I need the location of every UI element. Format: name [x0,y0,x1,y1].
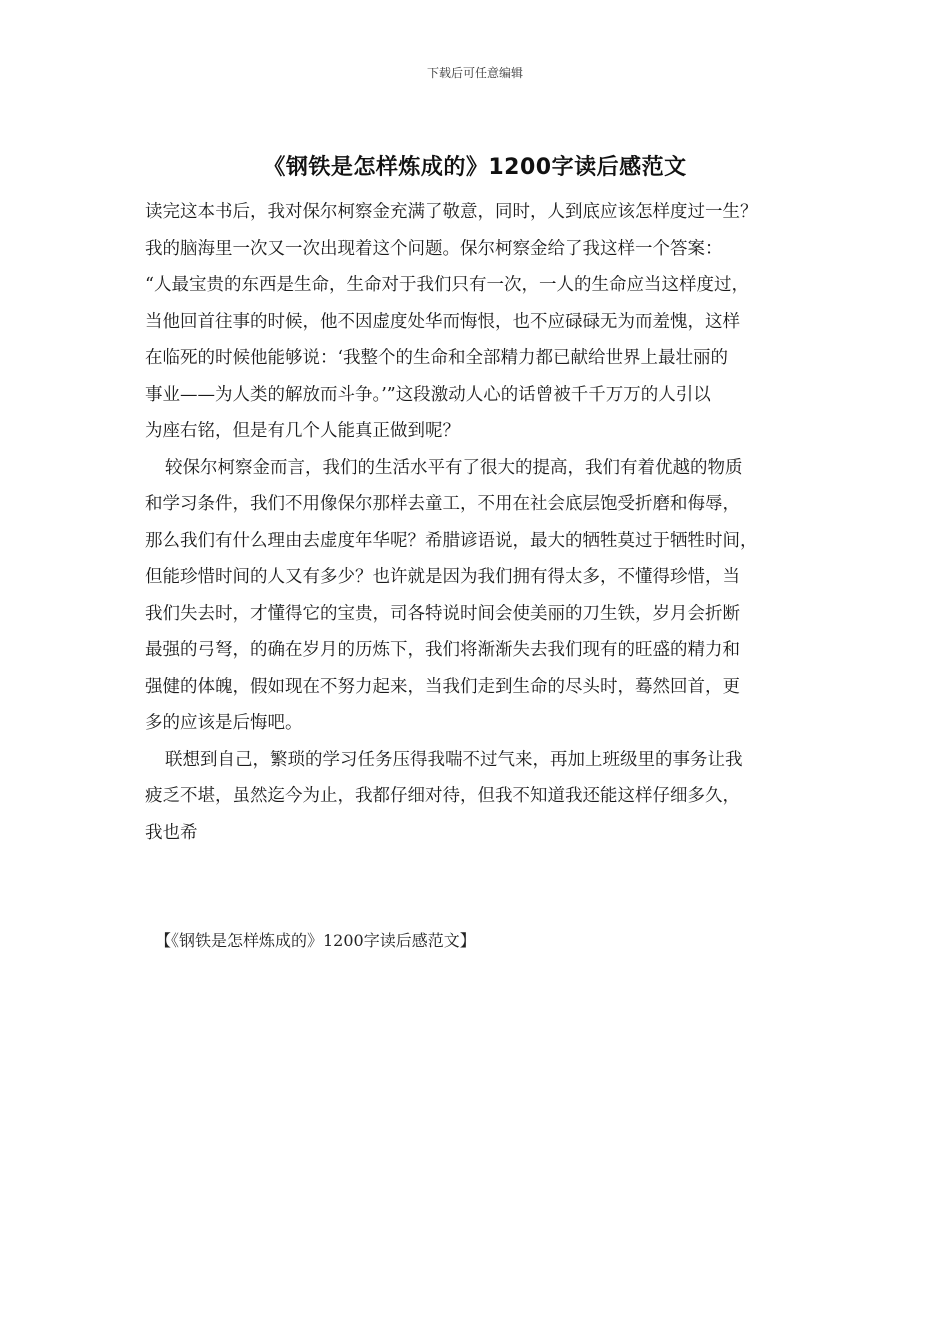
body-line: 我们失去时，才懂得它的宝贵，司各特说时间会使美丽的刀生铁，岁月会折断 [145,603,740,624]
footer-reference: 【《钢铁是怎样炼成的》1200字读后感范文】 [155,931,476,950]
document-body [145,194,825,851]
body-line: 我也希 [145,822,198,843]
body-line: 那么我们有什么理由去虚度年华呢？希腊谚语说，最大的牺牲莫过于牺牲时间， [145,530,758,551]
body-line: 我的脑海里一次又一次出现着这个问题。保尔柯察金给了我这样一个答案： [145,238,723,259]
body-line: 联想到自己，繁琐的学习任务压得我喘不过气来，再加上班级里的事务让我 [165,749,743,770]
body-line: 多的应该是后悔吧。 [145,713,303,733]
body-line: 读完这本书后，我对保尔柯察金充满了敬意，同时，人到底应该怎样度过一生？ [145,202,758,222]
body-line: 为座右铭，但是有几个人能真正做到呢？ [145,421,460,441]
body-line: 强健的体魄，假如现在不努力起来，当我们走到生命的尽头时，蓦然回首，更 [145,676,740,697]
body-line: 在临死的时候他能够说：‘我整个的生命和全部精力都已献给世界上最壮丽的 [145,348,729,368]
body-line: 最强的弓弩，的确在岁月的历炼下，我们将渐渐失去我们现有的旺盛的精力和 [145,640,740,660]
document-title: 《钢铁是怎样炼成的》1200字读后感范文 [263,155,687,180]
body-line: “人最宝贵的东西是生命，生命对于我们只有一次，一人的生命应当这样度过， [145,275,749,295]
body-line: 但能珍惜时间的人又有多少？也许就是因为我们拥有得太多，不懂得珍惜，当 [145,567,740,587]
body-line: 和学习条件，我们不用像保尔那样去童工，不用在社会底层饱受折磨和侮辱， [145,494,740,514]
body-line: 疲乏不堪，虽然迄今为止，我都仔细对待，但我不知道我还能这样仔细多久， [145,786,740,806]
body-line: 当他回首往事的时候，他不因虚度处华而悔恨，也不应碌碌无为而羞愧，这样 [145,311,740,332]
body-line: 事业——为人类的解放而斗争。’”这段激动人心的话曾被千千万万的人引以 [145,384,711,405]
page-header: 下载后可任意编辑 [426,66,523,80]
body-line: 较保尔柯察金而言，我们的生活水平有了很大的提高，我们有着优越的物质 [165,457,743,478]
